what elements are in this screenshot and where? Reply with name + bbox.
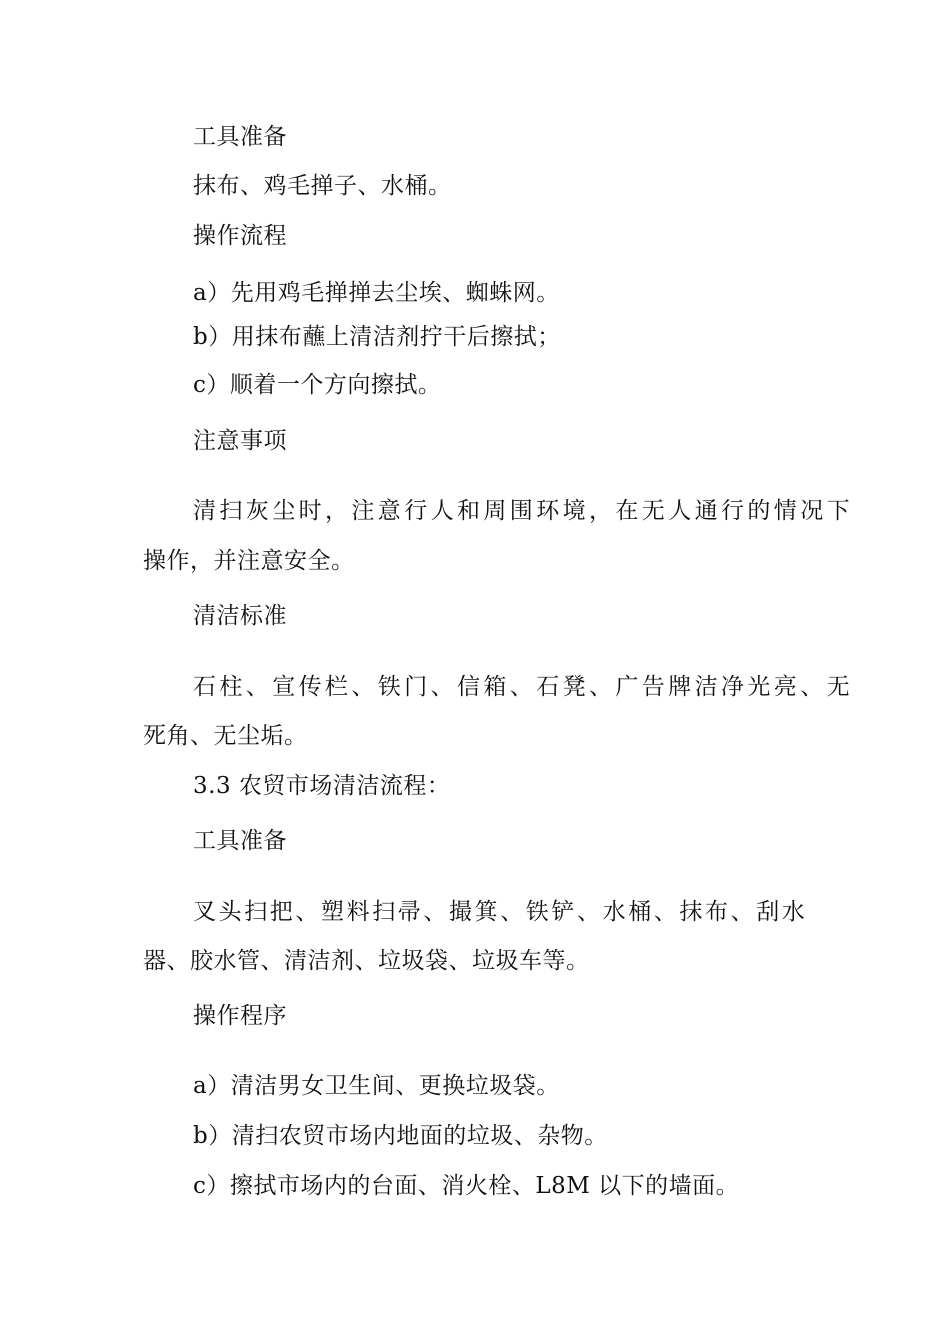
paragraph-notes-line-1: 清扫灰尘时，注意行人和周围环境，在无人通行的情况下 <box>193 498 853 524</box>
paragraph-tools-market-line-2: 器、胶水管、清洁剂、垃圾袋、垃圾车等。 <box>143 948 590 974</box>
paragraph-tools-list: 抹布、鸡毛掸子、水桶。 <box>193 173 452 199</box>
step-a: a）先用鸡毛掸掸去尘埃、蜘蛛网。 <box>193 280 560 306</box>
section-title-market: 3.3 农贸市场清洁流程： <box>193 773 451 799</box>
operation-step-c: c）擦拭市场内的台面、消火栓、L8M 以下的墙面。 <box>193 1173 740 1199</box>
heading-operation: 操作程序 <box>193 1003 287 1029</box>
heading-standard: 清洁标准 <box>193 603 287 629</box>
operation-step-b: b）清扫农贸市场内地面的垃圾、杂物。 <box>193 1123 608 1149</box>
paragraph-standard-line-2: 死角、无尘垢。 <box>143 723 308 749</box>
heading-tools-market: 工具准备 <box>193 828 287 854</box>
paragraph-standard-line-1: 石柱、宣传栏、铁门、信箱、石凳、广告牌洁净光亮、无 <box>193 674 853 700</box>
heading-tools: 工具准备 <box>193 124 287 150</box>
step-b: b）用抹布蘸上清洁剂拧干后擦拭； <box>193 324 561 350</box>
paragraph-notes-line-2: 操作，并注意安全。 <box>143 548 355 574</box>
heading-procedure: 操作流程 <box>193 223 287 249</box>
step-c: c）顺着一个方向擦拭。 <box>193 372 442 398</box>
heading-notes: 注意事项 <box>193 428 287 454</box>
operation-step-a: a）清洁男女卫生间、更换垃圾袋。 <box>193 1073 560 1099</box>
paragraph-tools-market-line-1: 叉头扫把、塑料扫帚、撮箕、铁铲、水桶、抹布、刮水 <box>193 899 808 925</box>
